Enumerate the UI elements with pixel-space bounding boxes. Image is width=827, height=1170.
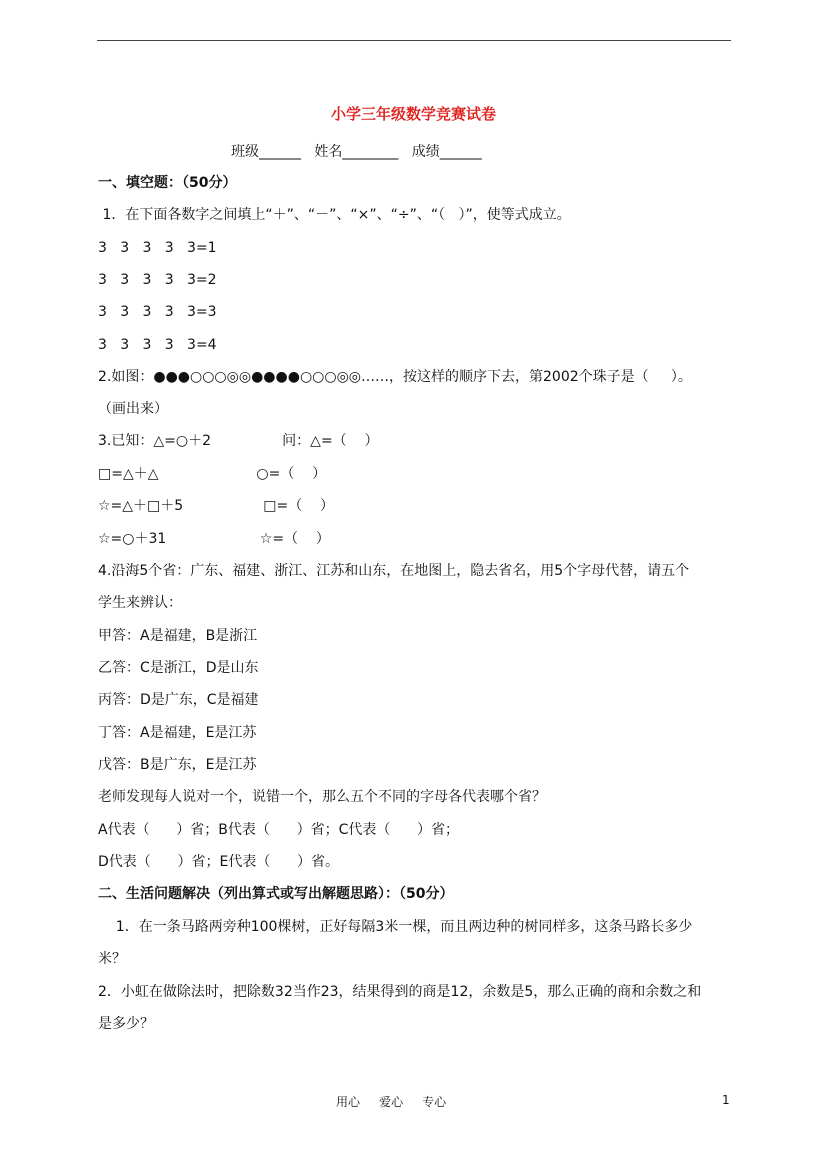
q4-fill-2: D代表（ ）省；E代表（ ）省。 <box>98 854 340 870</box>
q3-row-4: ☆=○＋31 ☆=（ ） <box>98 531 330 547</box>
header-rule <box>97 40 731 41</box>
footer-motto: 用心 爱心 专心 <box>336 1095 447 1109</box>
student-info-line: 班级______ 姓名________ 成绩______ <box>231 144 482 160</box>
q4-question: 老师发现每人说对一个，说错一个，那么五个不同的字母各代表哪个省？ <box>98 789 546 805</box>
section2-heading: 二、生活问题解决（列出算式或写出解题思路）：（50分） <box>98 886 454 902</box>
s2-q1-line-2: 米？ <box>98 951 126 967</box>
q4-answer-4: 丁答：A是福建，E是江苏 <box>98 725 257 741</box>
page-number: 1 <box>722 1093 730 1107</box>
q4-answer-3: 丙答：D是广东，C是福建 <box>98 692 259 708</box>
page-title: 小学三年级数学竞赛试卷 <box>330 105 496 123</box>
q4-answer-5: 戊答：B是广东，E是江苏 <box>98 757 257 773</box>
q1-row-4: 3 3 3 3 3=4 <box>98 337 217 353</box>
s2-q2-line-1: 2．小虹在做除法时，把除数32当作23，结果得到的商是12，余数是5，那么正确的商和余数之和 <box>98 984 702 1000</box>
q1-row-1: 3 3 3 3 3=1 <box>98 240 217 256</box>
q1-prompt: 1．在下面各数字之间填上“＋”、“－”、“×”、“÷”、“（ ）”，使等式成立。 <box>98 207 571 223</box>
q4-answer-2: 乙答：C是浙江，D是山东 <box>98 660 259 676</box>
section1-heading: 一、填空题：（50分） <box>98 175 237 191</box>
s2-q1-line-1: 1．在一条马路两旁种100棵树，正好每隔3米一棵，而且两边种的树同样多，这条马路长多少 <box>98 919 693 935</box>
q4-answer-1: 甲答：A是福建，B是浙江 <box>98 628 258 644</box>
q1-row-2: 3 3 3 3 3=2 <box>98 272 217 288</box>
q4-line-1: 4.沿海5个省：广东、福建、浙江、江苏和山东，在地图上，隐去省名，用5个字母代替，请五个 <box>98 563 690 579</box>
q1-row-3: 3 3 3 3 3=3 <box>98 304 217 320</box>
q4-fill-1: A代表（ ）省；B代表（ ）省；C代表（ ）省； <box>98 822 460 838</box>
q3-row-1: 3.已知：△=○＋2 问：△=（ ） <box>98 433 379 449</box>
q2-line-1: 2.如图：●●●○○○◎◎●●●●○○○◎◎……，按这样的顺序下去，第2002个珠子是（ ）。 <box>98 369 692 385</box>
q4-line-2: 学生来辨认： <box>98 595 182 611</box>
q3-row-2: □=△＋△ ○=（ ） <box>98 466 327 482</box>
q2-line-2: （画出来） <box>98 401 168 417</box>
s2-q2-line-2: 是多少？ <box>98 1016 154 1032</box>
q3-row-3: ☆=△＋□＋5 □=（ ） <box>98 498 335 514</box>
